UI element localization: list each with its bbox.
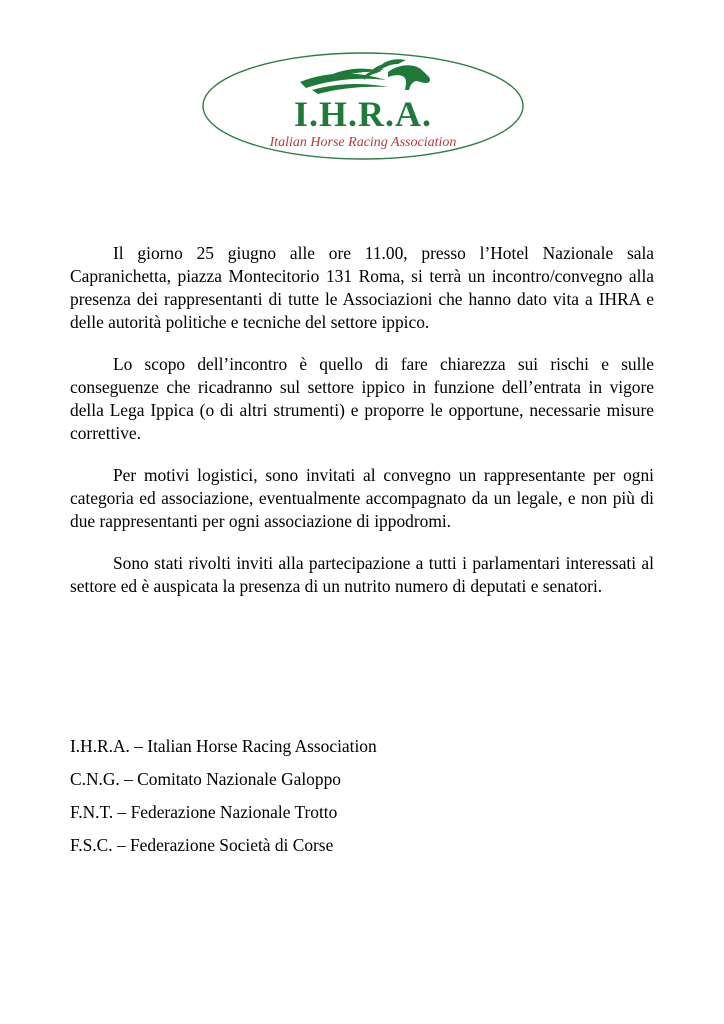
logo-acronym: I.H.R.A. <box>293 94 433 134</box>
invitation-body <box>70 242 654 617</box>
organization-ihra: I.H.R.A. – Italian Horse Racing Association <box>70 736 377 756</box>
paragraph-purpose: Lo scopo dell’incontro è quello di fare chiarezza sui rischi e sulle conseguenze che ricadranno sul settore ippico in funzione dell’entrata in vigore della Lega Ippica (o di altri strumenti) e proporre le opportune, necessarie misure correttive. <box>70 354 654 443</box>
organization-fnt: F.N.T. – Federazione Nazionale Trotto <box>70 802 338 822</box>
logo-graphic <box>200 50 526 162</box>
paragraph-logistics: Per motivi logistici, sono invitati al convegno un rappresentante per ogni categoria ed associazione, eventualmente accompagnato da un legale, e non più di due rappresentanti per ogni associazione di ippodromi. <box>70 465 654 531</box>
paragraph-event-details: Il giorno 25 giugno alle ore 11.00, presso l’Hotel Nazionale sala Capranichetta, piazza Montecitorio 131 Roma, si terrà un incontro/convegno alla presenza dei rappresentanti di tutte le Associazioni che hanno dato vita a IHRA e delle autorità politiche e tecniche del settore ippico. <box>70 243 654 332</box>
organization-cng: C.N.G. – Comitato Nazionale Galoppo <box>70 769 341 789</box>
organizations-list <box>70 735 654 867</box>
organization-fsc: F.S.C. – Federazione Società di Corse <box>70 835 334 855</box>
paragraph-invitations: Sono stati rivolti inviti alla partecipazione a tutti i parlamentari interessati al settore ed è auspicata la presenza di un nutrito numero di deputati e senatori. <box>70 553 654 596</box>
ihra-logo <box>200 50 526 162</box>
logo-tagline: Italian Horse Racing Association <box>269 135 457 150</box>
